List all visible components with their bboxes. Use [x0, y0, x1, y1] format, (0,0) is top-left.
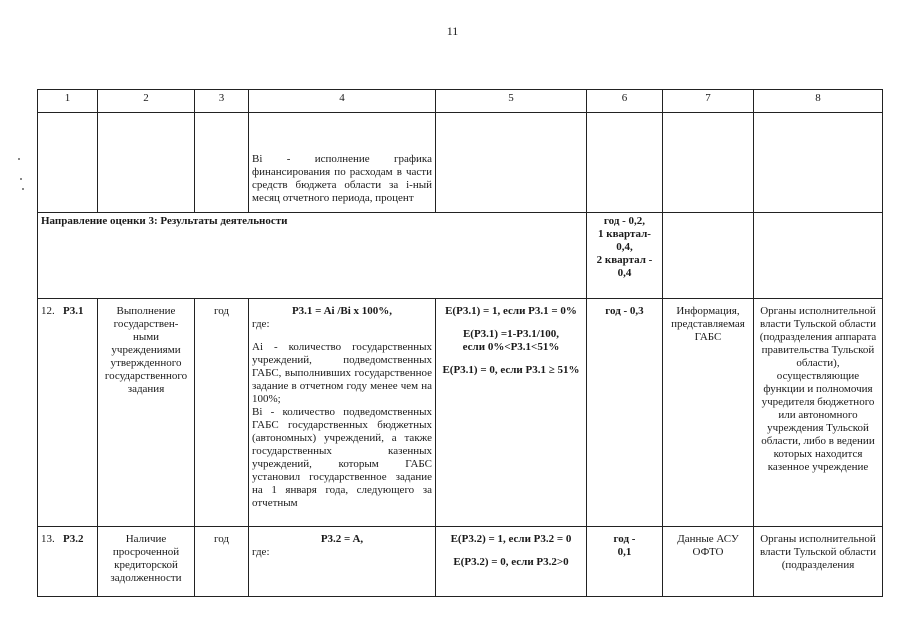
- column-number: 7: [663, 90, 754, 113]
- indicator-period: год: [195, 299, 249, 527]
- indicator-weight: [587, 527, 663, 597]
- weight-line: 2 квартал -: [596, 254, 653, 266]
- empty-cell: [663, 213, 754, 299]
- evaluation-rule: E(P3.1) = 1, если P3.1 = 0%: [445, 305, 577, 317]
- empty-cell: [663, 113, 754, 213]
- responsible-body: Органы исполнительной власти Тульской области (подразделения: [754, 527, 883, 597]
- formula-cell: [249, 299, 436, 527]
- evaluation-cell: [436, 299, 587, 527]
- scan-artifact: [20, 178, 22, 180]
- empty-cell: [38, 113, 98, 213]
- row-id-cell: [38, 527, 98, 597]
- column-number: 1: [38, 90, 98, 113]
- evaluation-rule: если 0%<P3.1<51%: [462, 341, 560, 353]
- weight-line: 0,4: [617, 267, 632, 279]
- row-number: 13.: [41, 533, 55, 545]
- column-number: 2: [98, 90, 195, 113]
- indicator-code: P3.1: [63, 305, 84, 317]
- scan-artifact: [18, 158, 20, 160]
- section-weight: [587, 213, 663, 299]
- column-number: 8: [754, 90, 883, 113]
- definition-bi: Bi - количество подведомственных ГАБС государственных бюджетных (автономных) учреждений, а также государственных казенных учреждений, которым ГАБС установил государственное задание на 1 января года, следующего за отчетным: [252, 406, 432, 509]
- section-row: [38, 213, 883, 299]
- indicator-name: Наличие просроченной кредиторской задолженности: [98, 527, 195, 597]
- weight-line: 1 квартал-: [598, 228, 651, 240]
- definition-bi: Bi - исполнение графика финансирования по расходам в части средств бюджета области за i-ный месяц отчетного периода, процент: [249, 113, 436, 213]
- empty-cell: [436, 113, 587, 213]
- responsible-body: Органы исполнительной власти Тульской области (подразделения аппарата правительства Тульской области), осуществляющие функции и полномочия учредителя бюджетного или автономного учреждения Тульской области, либо в ведении которых находится казенное учреждение: [754, 299, 883, 527]
- evaluation-cell: [436, 527, 587, 597]
- empty-cell: [195, 113, 249, 213]
- indicator-name: Выполнение государствен-ными учреждениями утвержденного государственного задания: [98, 299, 195, 527]
- evaluation-rule: E(P3.2) = 0, если P3.2>0: [453, 556, 569, 568]
- table-row: [38, 299, 883, 527]
- column-number-row: [38, 90, 883, 113]
- weight-line: 0,4,: [616, 241, 633, 253]
- continuation-row: [38, 113, 883, 213]
- section-title: Направление оценки 3: Результаты деятельности: [38, 213, 587, 299]
- indicator-period: год: [195, 527, 249, 597]
- where-label: где:: [252, 318, 270, 330]
- weight-line: год -: [613, 533, 636, 545]
- page-number: 11: [446, 24, 459, 38]
- column-number: 6: [587, 90, 663, 113]
- evaluation-rule: E(P3.1) =1-P3.1/100,: [462, 328, 560, 340]
- evaluation-table: [37, 89, 883, 597]
- data-source: Данные АСУ ОФТО: [663, 527, 754, 597]
- table-row: [38, 527, 883, 597]
- evaluation-rule: E(P3.1) = 0, если P3.1 ≥ 51%: [442, 364, 580, 376]
- weight-line: 0,1: [617, 546, 632, 558]
- formula: P3.2 = A,: [320, 533, 364, 545]
- column-number: 5: [436, 90, 587, 113]
- evaluation-rule: E(P3.2) = 1, если P3.2 = 0: [450, 533, 572, 545]
- formula: P3.1 = Ai /Bi x 100%,: [291, 305, 393, 317]
- column-number: 3: [195, 90, 249, 113]
- indicator-code: P3.2: [63, 533, 84, 545]
- where-label: где:: [252, 546, 270, 558]
- row-id-cell: [38, 299, 98, 527]
- scan-artifact: [22, 188, 24, 190]
- column-number: 4: [249, 90, 436, 113]
- formula-cell: [249, 527, 436, 597]
- indicator-weight: год - 0,3: [587, 299, 663, 527]
- empty-cell: [754, 113, 883, 213]
- empty-cell: [754, 213, 883, 299]
- weight-line: год - 0,2,: [603, 215, 646, 227]
- empty-cell: [98, 113, 195, 213]
- data-source: Информация, представляемая ГАБС: [663, 299, 754, 527]
- definition-ai: Ai - количество государственных учреждений, подведомственных ГАБС, выполнивших государственное задание в отчетном году менее чем на 100%;: [252, 341, 432, 405]
- empty-cell: [587, 113, 663, 213]
- row-number: 12.: [41, 305, 55, 317]
